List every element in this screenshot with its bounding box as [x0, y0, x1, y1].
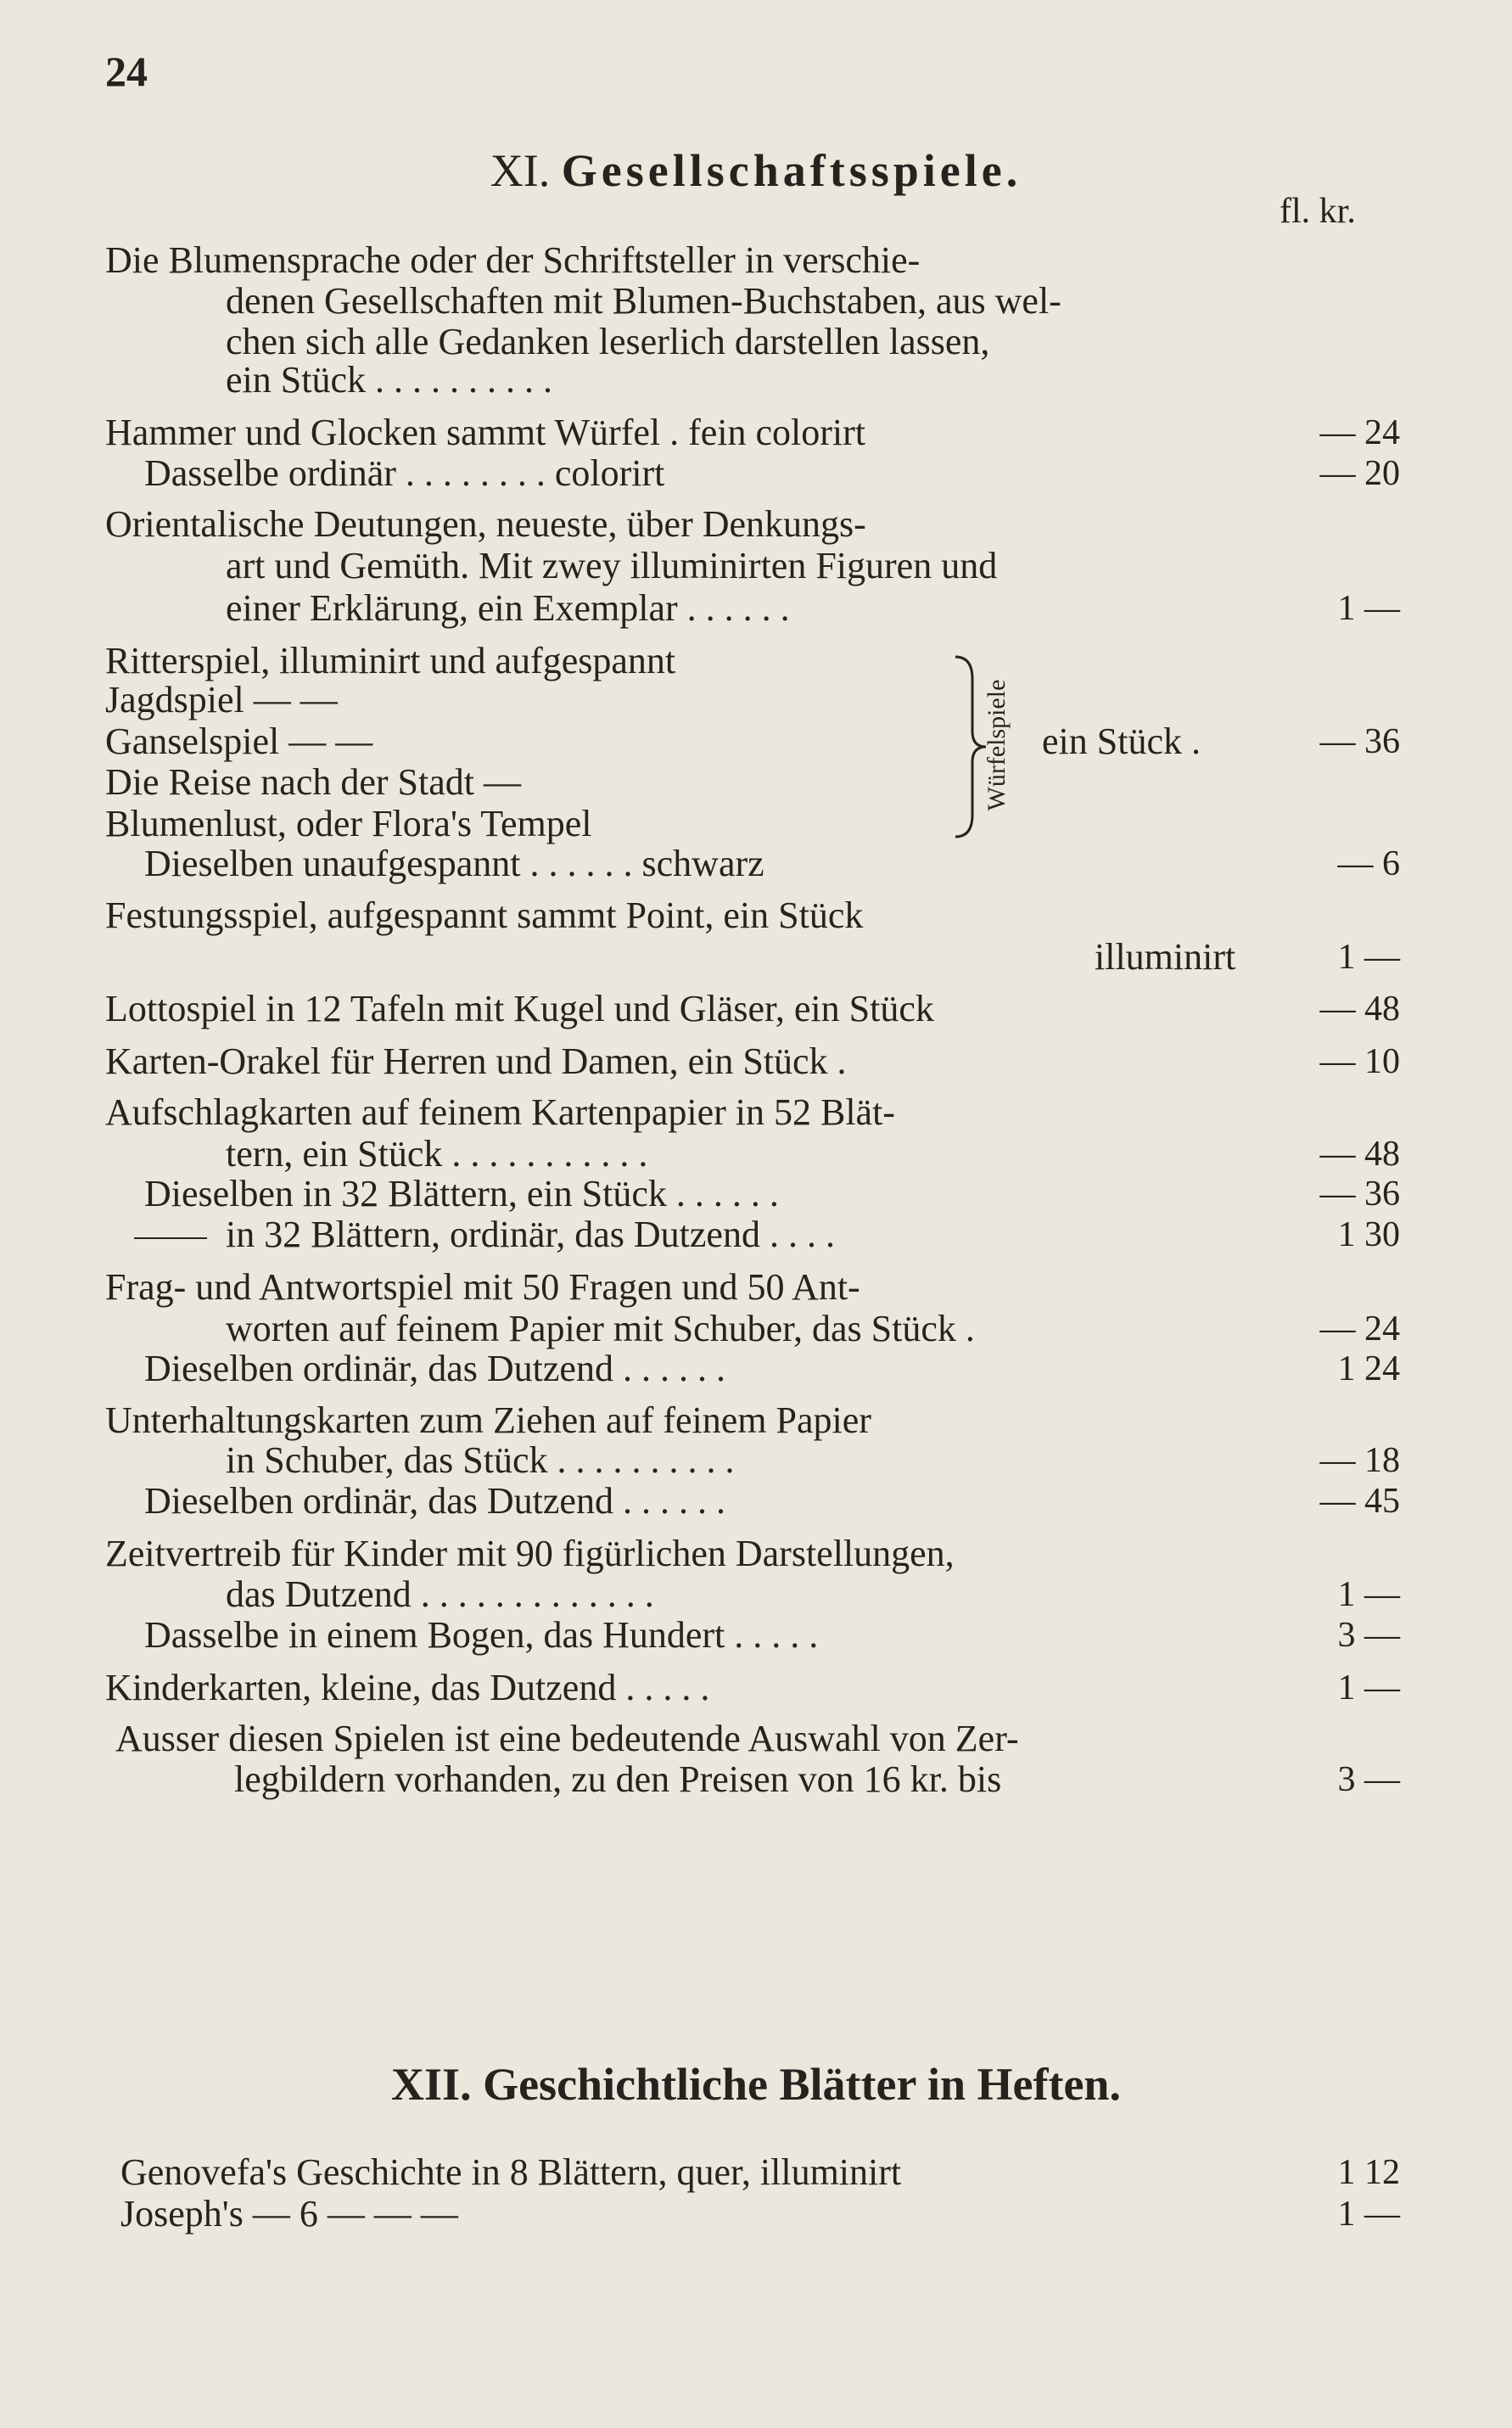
- price-orient: 1 —: [1337, 589, 1400, 628]
- price-hammer: — 24: [1319, 413, 1400, 452]
- price-aufschlag: — 48: [1319, 1135, 1400, 1174]
- entry-aufschlag-32-ordinaer: in 32 Blättern, ordinär, das Dutzend . . . .: [226, 1214, 835, 1255]
- price-frag: — 24: [1319, 1309, 1400, 1349]
- wuerfelspiele-label: Würfelspiele: [983, 679, 1011, 810]
- price-genovefa: 1 12: [1337, 2153, 1400, 2192]
- entry-hammer-ordinaer: Dasselbe ordinär . . . . . . . . colorirt: [144, 452, 665, 494]
- page-number: 24: [105, 48, 148, 95]
- price-karten-orakel: — 10: [1319, 1042, 1400, 1081]
- price-unterhaltung: — 18: [1319, 1441, 1400, 1480]
- section-xii-heading: [0, 2058, 1512, 2111]
- price-joseph: 1 —: [1337, 2195, 1400, 2234]
- price-hammer-ordinaer: — 20: [1319, 454, 1400, 493]
- entry-frag-line-2: worten auf feinem Papier mit Schuber, das Stück .: [226, 1308, 975, 1349]
- price-zeitvertreib-bogen: 3 —: [1337, 1616, 1400, 1655]
- entry-zeitvertreib-line-2: das Dutzend . . . . . . . . . . . . .: [226, 1573, 654, 1615]
- section-xi-heading: [0, 144, 1512, 197]
- entry-frag-ordinaer: Dieselben ordinär, das Dutzend . . . . . .: [144, 1348, 725, 1389]
- entry-ganselspiel: Ganselspiel — —: [105, 721, 373, 762]
- entry-festung-line-1: Festungsspiel, aufgespannt sammt Point, ein Stück: [105, 894, 864, 936]
- price-column-header: fl. kr.: [1280, 192, 1356, 231]
- price-wuerfelspiele: — 36: [1319, 722, 1400, 761]
- entry-aufschlag-line-2: tern, ein Stück . . . . . . . . . . .: [226, 1133, 648, 1175]
- entry-jagdspiel: Jagdspiel — —: [105, 679, 338, 721]
- price-unaufgespannt: — 6: [1337, 844, 1400, 883]
- section-xi-title: Gesellschaftsspiele.: [561, 145, 1022, 196]
- entry-blumensprache-line-4: ein Stück . . . . . . . . . .: [226, 359, 552, 401]
- price-unterhaltung-ordinaer: — 45: [1319, 1482, 1400, 1521]
- entry-unterhaltung-ordinaer: Dieselben ordinär, das Dutzend . . . . . .: [144, 1480, 725, 1522]
- entry-blumenlust: Blumenlust, oder Flora's Tempel: [105, 803, 592, 844]
- price-aufschlag-32-ordinaer: 1 30: [1337, 1215, 1400, 1254]
- entry-hammer: Hammer und Glocken sammt Würfel . fein colorirt: [105, 412, 866, 453]
- ditto-dash: [134, 1237, 207, 1239]
- section-xi-numeral: XI.: [490, 145, 551, 196]
- entry-zeitvertreib-line-1: Zeitvertreib für Kinder mit 90 figürlichen Darstellungen,: [105, 1533, 955, 1574]
- entry-lottospiel: Lottospiel in 12 Tafeln mit Kugel und Gläser, ein Stück: [105, 988, 934, 1029]
- wuerfelspiele-label-wrap: [980, 653, 1014, 836]
- price-ausser: 3 —: [1337, 1760, 1400, 1799]
- section-xii-numeral: XII.: [391, 2059, 472, 2110]
- entry-genovefa: Genovefa's Geschichte in 8 Blättern, quer, illuminirt: [120, 2151, 902, 2193]
- entry-unterhaltung-line-1: Unterhaltungskarten zum Ziehen auf feinem Papier: [105, 1399, 871, 1441]
- entry-frag-line-1: Frag- und Antwortspiel mit 50 Fragen und 50 Ant-: [105, 1266, 860, 1308]
- price-zeitvertreib: 1 —: [1337, 1575, 1400, 1614]
- price-aufschlag-32: — 36: [1319, 1175, 1400, 1214]
- entry-aufschlag-32: Dieselben in 32 Blättern, ein Stück . . . . . .: [144, 1173, 779, 1214]
- entry-reise: Die Reise nach der Stadt —: [105, 761, 521, 803]
- entry-unaufgespannt: Dieselben unaufgespannt . . . . . . schwarz: [144, 843, 764, 884]
- entry-joseph: Joseph's — 6 — — —: [120, 2193, 458, 2235]
- price-festung: 1 —: [1337, 938, 1400, 977]
- entry-zeitvertreib-bogen: Dasselbe in einem Bogen, das Hundert . . . . .: [144, 1614, 819, 1656]
- entry-kinderkarten: Kinderkarten, kleine, das Dutzend . . . . .: [105, 1667, 710, 1708]
- entry-wuerfelspiele-unit: ein Stück .: [1042, 721, 1201, 762]
- price-kinderkarten: 1 —: [1337, 1668, 1400, 1707]
- price-lottospiel: — 48: [1319, 990, 1400, 1029]
- section-xii-title: Geschichtliche Blätter in Heften.: [483, 2059, 1121, 2110]
- entry-ausser-line-2: legbildern vorhanden, zu den Preisen von 16 kr. bis: [234, 1758, 1002, 1800]
- entry-karten-orakel: Karten-Orakel für Herren und Damen, ein Stück .: [105, 1040, 847, 1082]
- entry-aufschlag-line-1: Aufschlagkarten auf feinem Kartenpapier in 52 Blät-: [105, 1091, 895, 1133]
- entry-festung-line-2: illuminirt: [1095, 936, 1236, 978]
- entry-blumensprache-line-2: denen Gesellschaften mit Blumen-Buchstaben, aus wel-: [226, 280, 1061, 322]
- entry-ritterspiel: Ritterspiel, illuminirt und aufgespannt: [105, 640, 676, 681]
- entry-orient-line-2: art und Gemüth. Mit zwey illuminirten Figuren und: [226, 545, 998, 586]
- entry-blumensprache-line-1: Die Blumensprache oder der Schriftsteller in verschie-: [105, 239, 921, 281]
- entry-unterhaltung-line-2: in Schuber, das Stück . . . . . . . . . .: [226, 1439, 735, 1481]
- entry-blumensprache-line-3: chen sich alle Gedanken leserlich darstellen lassen,: [226, 321, 990, 362]
- price-frag-ordinaer: 1 24: [1337, 1349, 1400, 1388]
- entry-orient-line-3: einer Erklärung, ein Exemplar . . . . . .: [226, 587, 790, 629]
- entry-orient-line-1: Orientalische Deutungen, neueste, über Denkungs-: [105, 503, 866, 545]
- entry-ausser-line-1: Ausser diesen Spielen ist eine bedeutende Auswahl von Zer-: [115, 1718, 1019, 1759]
